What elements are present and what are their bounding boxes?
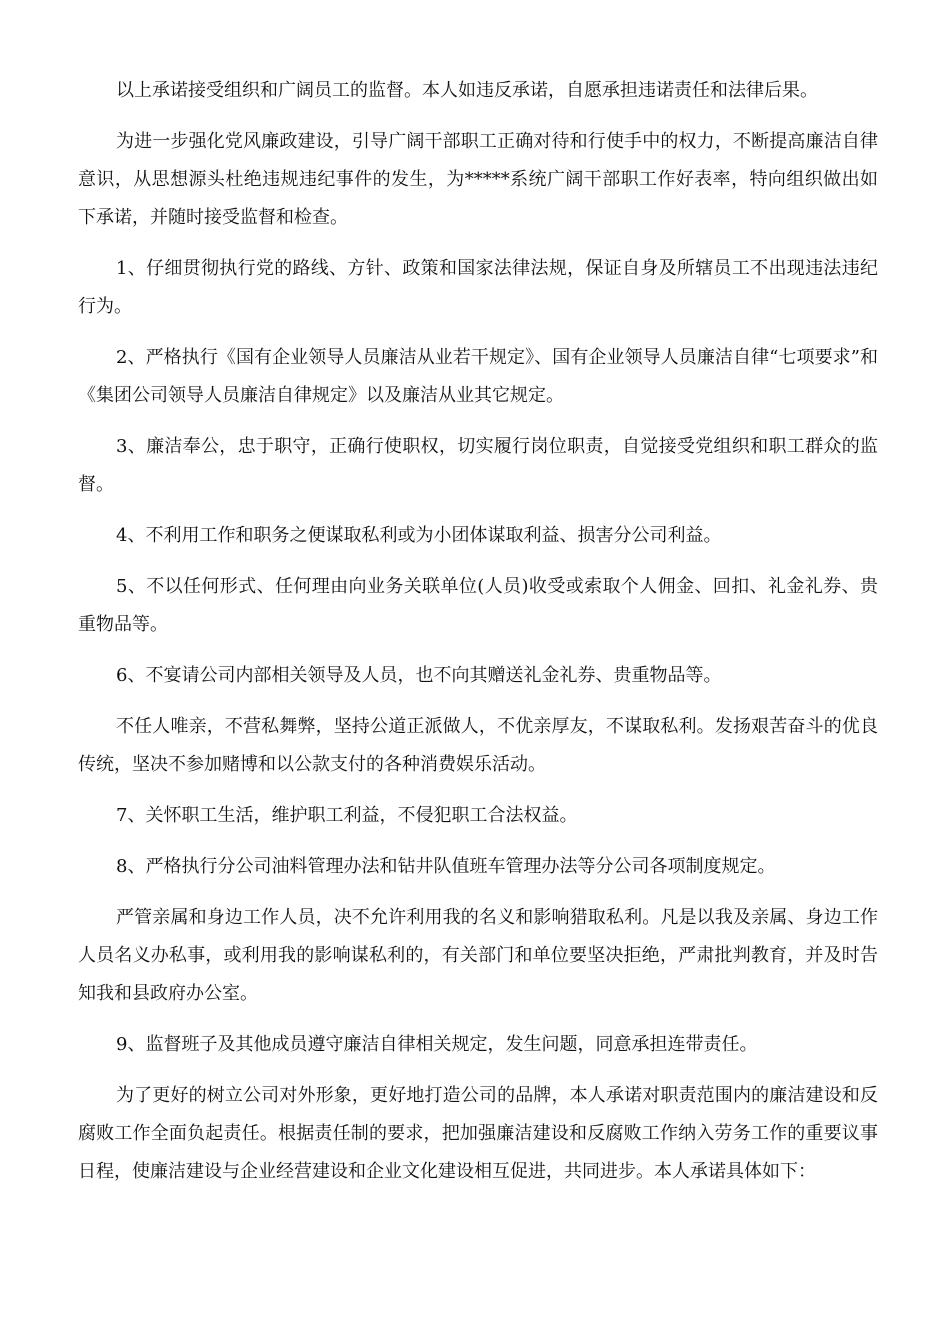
document-body (78, 72, 878, 1204)
paragraph-6: 4、不利用工作和职务之便谋取私利或为小团体谋取利益、损害分公司利益。 (116, 525, 722, 546)
paragraph-14: 为了更好的树立公司对外形象，更好地打造公司的品牌，本人承诺对职责范围内的廉洁建设和反腐败工作全面负起责任。根据责任制的要求，把加强廉洁建设和反腐败工作纳入劳务工作的重要议事日程，使廉洁建设与企业经营建设和企业文化建设相互促进，共同进步。本人承诺具体如下： (78, 1085, 878, 1182)
paragraph-9: 不任人唯亲，不营私舞弊，坚持公道正派做人，不优亲厚友，不谋取私利。发扬艰苦奋斗的优良传统，坚决不参加赌博和以公款支付的各种消费娱乐活动。 (78, 716, 878, 775)
paragraph-7: 5、不以任何形式、任何理由向业务关联单位(人员)收受或索取个人佣金、回扣、礼金礼券、贵重物品等。 (78, 576, 878, 635)
paragraph-4: 2、严格执行《国有企业领导人员廉洁从业若干规定》、国有企业领导人员廉洁自律“七项要求”和《集团公司领导人员廉洁自律规定》以及廉洁从业其它规定。 (78, 347, 878, 406)
paragraph-13: 9、监督班子及其他成员遵守廉洁自律相关规定，发生问题，同意承担连带责任。 (116, 1034, 758, 1055)
paragraph-8: 6、不宴请公司内部相关领导及人员，也不向其赠送礼金礼券、贵重物品等。 (116, 665, 722, 686)
paragraph-12: 严管亲属和身边工作人员，决不允许利用我的名义和影响猎取私利。凡是以我及亲属、身边工作人员名义办私事，或利用我的影响谋私利的，有关部门和单位要坚决拒绝，严肃批判教育，并及时告知我和县政府办公室。 (78, 907, 878, 1004)
paragraph-5: 3、廉洁奉公，忠于职守，正确行使职权，切实履行岗位职责，自觉接受党组织和职工群众的监督。 (78, 436, 878, 495)
paragraph-2: 为进一步强化党风廉政建设，引导广阔干部职工正确对待和行使手中的权力，不断提高廉洁自律意识，从思想源头杜绝违规违纪事件的发生，为*****系统广阔干部职工作好表率，特向组织做出如下承诺，并随时接受监督和检查。 (78, 131, 878, 228)
paragraph-1: 以上承诺接受组织和广阔员工的监督。本人如违反承诺，自愿承担违诺责任和法律后果。 (116, 80, 818, 101)
paragraph-11: 8、严格执行分公司油料管理办法和钻井队值班车管理办法等分公司各项制度规定。 (116, 856, 776, 877)
paragraph-10: 7、关怀职工生活，维护职工利益，不侵犯职工合法权益。 (116, 805, 578, 826)
paragraph-3: 1、仔细贯彻执行党的路线、方针、政策和国家法律法规，保证自身及所辖员工不出现违法违纪行为。 (78, 258, 878, 317)
